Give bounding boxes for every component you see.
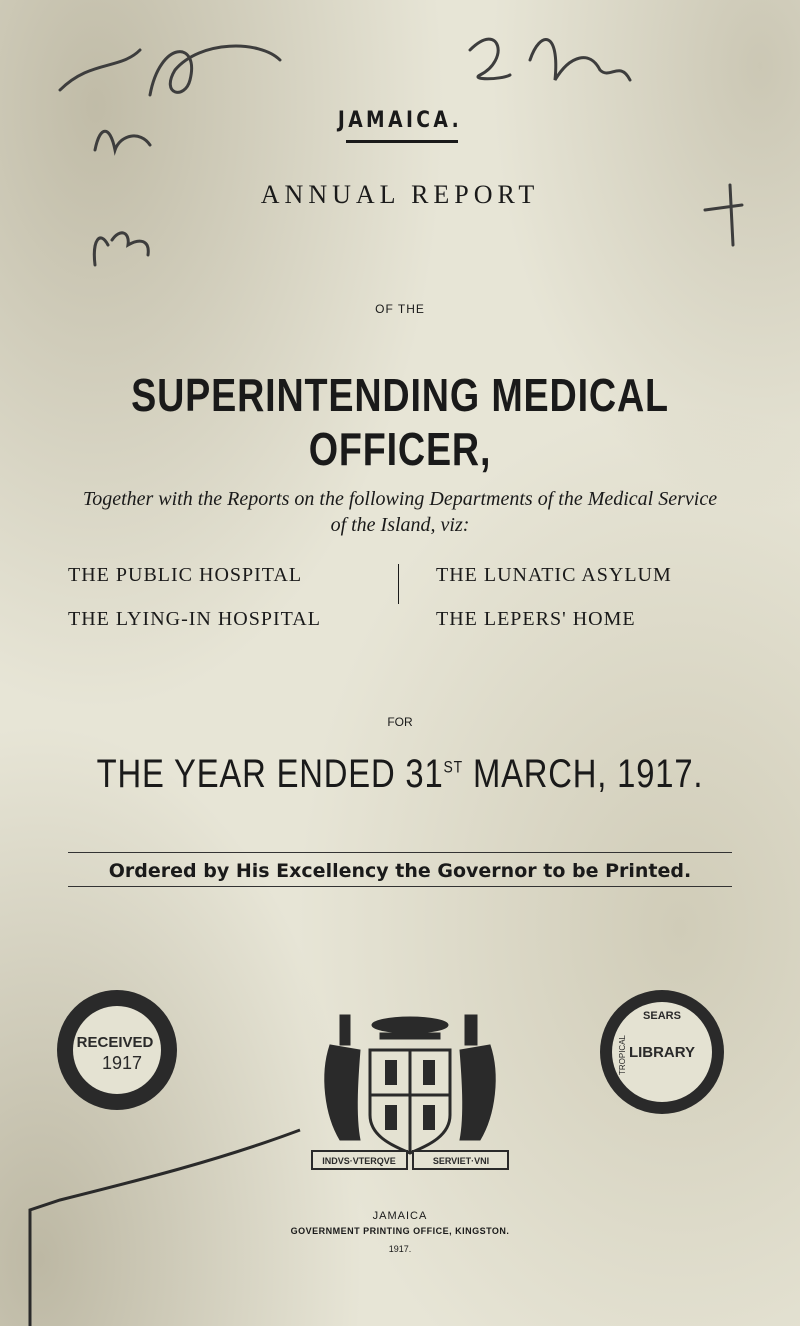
publisher-year: 1917. xyxy=(388,1244,412,1254)
document-title: SUPERINTENDING MEDICAL OFFICER, xyxy=(131,369,669,475)
handwritten-annotations xyxy=(0,0,800,330)
coat-of-arms xyxy=(300,1005,520,1175)
period-superscript: ST xyxy=(443,757,464,777)
report-type: ANNUAL REPORT xyxy=(260,180,540,209)
publisher-name: GOVERNMENT PRINTING OFFICE, KINGSTON. xyxy=(290,1226,510,1236)
department-lepers-home: THE LEPERS' HOME xyxy=(436,608,636,630)
received-stamp-date: 1917 xyxy=(101,1053,143,1073)
order-statement: Ordered by His Excellency the Governor to be Printed. xyxy=(108,860,692,882)
motto-right: SERVIET·VNI xyxy=(432,1156,490,1166)
received-stamp xyxy=(52,985,182,1115)
heading-underline xyxy=(346,140,458,143)
for-label: FOR xyxy=(387,715,413,729)
library-stamp-arc: SEARS xyxy=(643,1010,681,1022)
order-rule-bottom xyxy=(68,886,732,887)
period-line xyxy=(72,752,728,797)
order-rule-top xyxy=(68,852,732,853)
country-heading: JAMAICA. xyxy=(337,108,463,133)
library-stamp-side: TROPICAL xyxy=(618,1034,627,1076)
subtitle-line-2: of the Island, viz: xyxy=(330,514,470,536)
department-divider xyxy=(398,564,399,604)
library-stamp xyxy=(595,985,730,1120)
motto-left: INDVS·VTERQVE xyxy=(322,1156,396,1166)
of-the-label: OF THE xyxy=(375,302,425,316)
period-suffix: MARCH, 1917. xyxy=(463,752,704,796)
department-lunatic-asylum: THE LUNATIC ASYLUM xyxy=(436,564,672,586)
received-stamp-label: RECEIVED xyxy=(76,1034,154,1051)
department-lying-in-hospital: THE LYING-IN HOSPITAL xyxy=(68,608,321,630)
department-public-hospital: THE PUBLIC HOSPITAL xyxy=(68,564,303,586)
subtitle-line-1: Together with the Reports on the following Departments of the Medical Service xyxy=(82,488,718,510)
library-stamp-label: LIBRARY xyxy=(628,1044,696,1061)
period-prefix: THE YEAR ENDED 31 xyxy=(96,752,444,796)
publisher-place: JAMAICA xyxy=(372,1210,428,1222)
